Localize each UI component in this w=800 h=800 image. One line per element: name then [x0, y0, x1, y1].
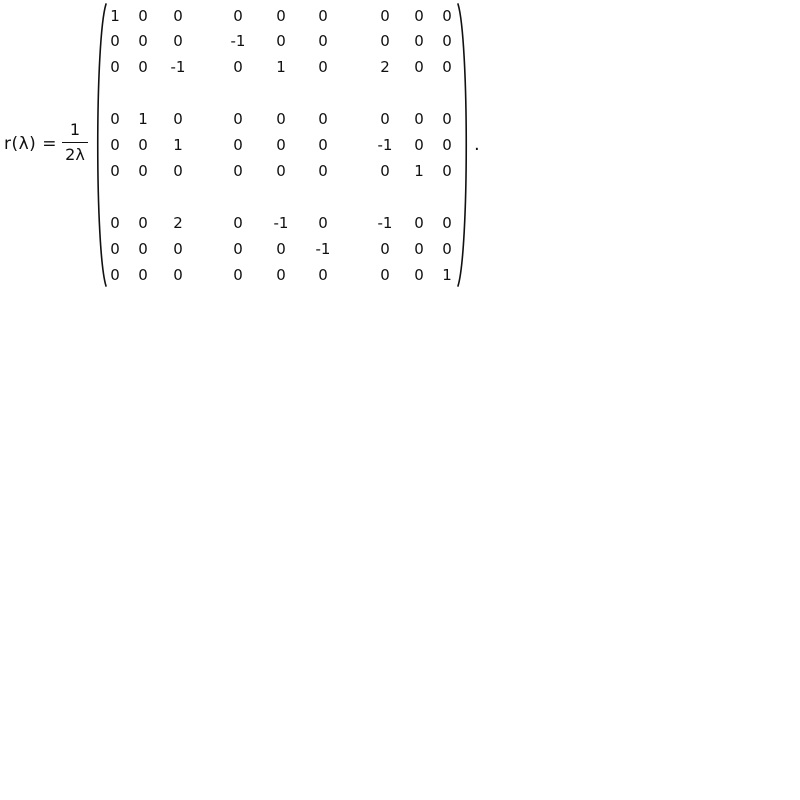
- matrix-entry: 0: [380, 7, 390, 25]
- matrix-entry: 0: [138, 58, 148, 76]
- matrix-entry: 0: [233, 136, 243, 154]
- matrix-entry: 0: [138, 162, 148, 180]
- matrix-entry: 0: [442, 32, 452, 50]
- equation-lhs: r(λ) =: [4, 134, 57, 154]
- matrix-entry: 2: [380, 58, 390, 76]
- matrix-entry: 0: [414, 136, 424, 154]
- fraction-bar: [62, 142, 88, 143]
- matrix-entry: 0: [380, 162, 390, 180]
- matrix-entry: 1: [414, 162, 424, 180]
- matrix-entry: 0: [414, 32, 424, 50]
- matrix-entry: 0: [233, 110, 243, 128]
- matrix-entry: 0: [110, 32, 120, 50]
- matrix-entry: 0: [318, 7, 328, 25]
- matrix-entry: 0: [276, 266, 286, 284]
- matrix-entry: -1: [315, 240, 331, 258]
- matrix-entry: 0: [318, 214, 328, 232]
- matrix-entry: 0: [110, 214, 120, 232]
- matrix-entry: 0: [233, 240, 243, 258]
- matrix-entry: 0: [276, 7, 286, 25]
- matrix-entry: 0: [318, 58, 328, 76]
- matrix-entry: 0: [318, 136, 328, 154]
- matrix-entry: 0: [173, 110, 183, 128]
- matrix-entry: 0: [233, 58, 243, 76]
- matrix-entry: 0: [442, 7, 452, 25]
- matrix-entry: 0: [442, 214, 452, 232]
- matrix-entry: 0: [380, 110, 390, 128]
- matrix-entry: 0: [414, 240, 424, 258]
- matrix-entry: -1: [170, 58, 186, 76]
- matrix-entry: 0: [442, 58, 452, 76]
- matrix-entry: 2: [173, 214, 183, 232]
- matrix-entry: 0: [276, 162, 286, 180]
- matrix-entry: 0: [414, 214, 424, 232]
- matrix-entry: 0: [318, 162, 328, 180]
- matrix-entry: 0: [414, 7, 424, 25]
- fraction-numerator: 1: [69, 120, 81, 139]
- matrix-entry: 0: [138, 266, 148, 284]
- matrix-entry: 0: [138, 32, 148, 50]
- matrix-entry: 0: [442, 136, 452, 154]
- matrix-entry: 0: [414, 266, 424, 284]
- matrix-entry: 0: [276, 32, 286, 50]
- matrix-entry: 0: [276, 136, 286, 154]
- matrix-entry: 0: [110, 58, 120, 76]
- matrix-entry: 1: [276, 58, 286, 76]
- matrix-entry: -1: [230, 32, 246, 50]
- matrix-entry: 0: [233, 162, 243, 180]
- matrix-entry: 0: [173, 162, 183, 180]
- matrix-entry: 1: [173, 136, 183, 154]
- scalar-fraction: [60, 120, 90, 168]
- matrix-entry: 0: [380, 32, 390, 50]
- matrix-entry: 0: [110, 136, 120, 154]
- matrix-entry: 0: [173, 240, 183, 258]
- matrix-entry: 0: [233, 266, 243, 284]
- matrix-entry: 0: [173, 32, 183, 50]
- matrix-entry: -1: [273, 214, 289, 232]
- matrix-entry: 0: [442, 162, 452, 180]
- matrix-entry: 0: [414, 58, 424, 76]
- matrix-entry: 0: [138, 7, 148, 25]
- matrix-entry: 0: [110, 240, 120, 258]
- matrix-entry: 0: [110, 162, 120, 180]
- matrix-entry: 0: [276, 110, 286, 128]
- matrix-entry: 0: [318, 266, 328, 284]
- matrix-entry: 1: [110, 7, 120, 25]
- matrix-entry: 0: [442, 240, 452, 258]
- matrix-entry: 0: [138, 136, 148, 154]
- matrix-entry: 0: [380, 240, 390, 258]
- matrix-entry: 0: [233, 7, 243, 25]
- matrix-entry: 0: [173, 7, 183, 25]
- matrix-entry: 0: [110, 266, 120, 284]
- matrix-entry: 1: [442, 266, 452, 284]
- matrix-entry: 0: [442, 110, 452, 128]
- right-parenthesis: [456, 0, 470, 290]
- matrix-entry: 0: [380, 266, 390, 284]
- matrix-entry: 0: [233, 214, 243, 232]
- matrix-entry: -1: [377, 214, 393, 232]
- matrix-entry: 0: [138, 214, 148, 232]
- matrix-entry: -1: [377, 136, 393, 154]
- matrix-entry: 0: [138, 240, 148, 258]
- matrix-entry: 0: [110, 110, 120, 128]
- matrix-entry: 0: [414, 110, 424, 128]
- equation: [0, 0, 800, 300]
- equation-period: .: [474, 134, 480, 155]
- matrix-entry: 0: [276, 240, 286, 258]
- fraction-denominator: 2λ: [65, 145, 85, 164]
- matrix-entry: 0: [318, 32, 328, 50]
- matrix-entry: 1: [138, 110, 148, 128]
- matrix-entry: 0: [173, 266, 183, 284]
- matrix-entry: 0: [318, 110, 328, 128]
